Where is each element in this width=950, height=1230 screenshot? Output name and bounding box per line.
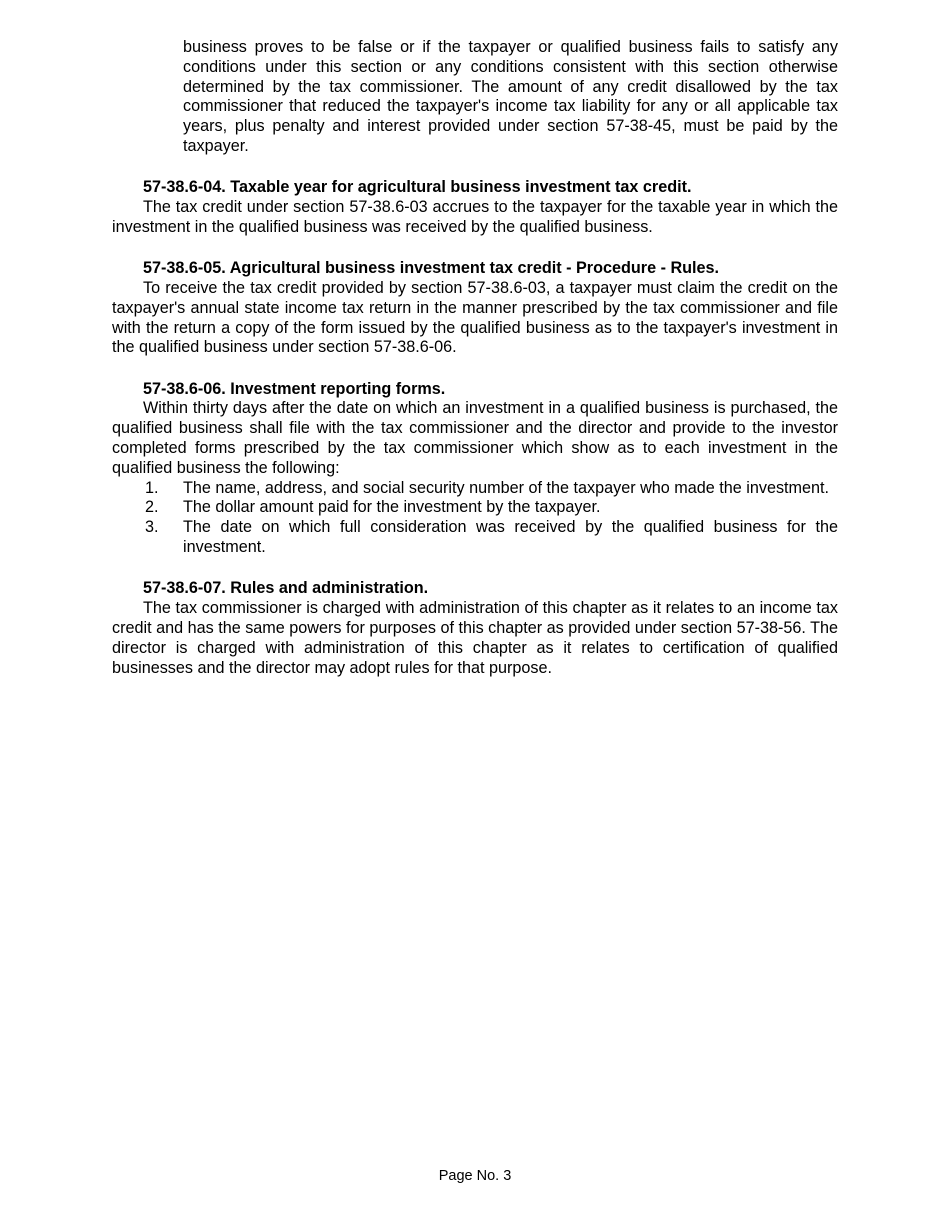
list-item-text: The name, address, and social security number of the taxpayer who made the investment.	[183, 478, 830, 497]
continuation-paragraph: business proves to be false or if the taxpayer or qualified business fails to satisfy any conditions under this section or any conditions consistent with this section otherwise determined by the tax commissioner. The amount of any credit disallowed by the tax commissioner that reduced the taxpayer's income tax liability for any or all applicable tax years, plus penalty and interest provided under section 57-38-45, must be paid by the taxpayer.	[183, 38, 838, 155]
section-57-38-6-06	[112, 380, 838, 558]
list-item-text: The date on which full consideration was received by the qualified business for the investment.	[183, 518, 838, 557]
section-body: To receive the tax credit provided by section 57-38.6-03, a taxpayer must claim the credit on the taxpayer's annual state income tax return in the manner prescribed by the tax commissioner and file with the return a copy of the form issued by the qualified business as to the taxpayer's investment in the qualified business under section 57-38.6-06.	[112, 278, 838, 357]
section-body: Within thirty days after the date on which an investment in a qualified business is purchased, the qualified business shall file with the tax commissioner and the director and provide to the investor completed forms prescribed by the tax commissioner which show as to each investment in the qualified business the following:	[112, 399, 838, 477]
section-body: The tax commissioner is charged with administration of this chapter as it relates to an income tax credit and has the same powers for purposes of this chapter as provided under section 57-38-56. The director is charged with administration of this chapter as it relates to certification of qualified businesses and the director may adopt rules for that purpose.	[112, 599, 838, 677]
section-heading: 57-38.6-07. Rules and administration.	[143, 579, 429, 598]
section-57-38-6-07	[112, 579, 838, 678]
page-number: Page No. 3	[438, 1168, 512, 1184]
list-item	[112, 498, 838, 518]
section-body: The tax credit under section 57-38.6-03 accrues to the taxpayer for the taxable year in which the investment in the qualified business was received by the qualified business.	[112, 198, 838, 236]
list-item-text: The dollar amount paid for the investment by the taxpayer.	[183, 498, 601, 517]
list-item-number: 1.	[145, 478, 159, 497]
section-57-38-6-04	[112, 178, 838, 237]
list-item-number: 3.	[145, 518, 159, 537]
page-content	[112, 38, 838, 678]
list-item-number: 2.	[145, 498, 159, 517]
section-heading: 57-38.6-05. Agricultural business investment tax credit - Procedure - Rules.	[143, 259, 720, 278]
section-heading: 57-38.6-06. Investment reporting forms.	[143, 379, 446, 398]
list-item	[112, 479, 838, 499]
investment-form-requirements-list	[112, 479, 838, 558]
list-item	[112, 518, 838, 558]
section-heading: 57-38.6-04. Taxable year for agricultural business investment tax credit.	[143, 178, 692, 197]
section-57-38-6-05	[112, 259, 838, 358]
